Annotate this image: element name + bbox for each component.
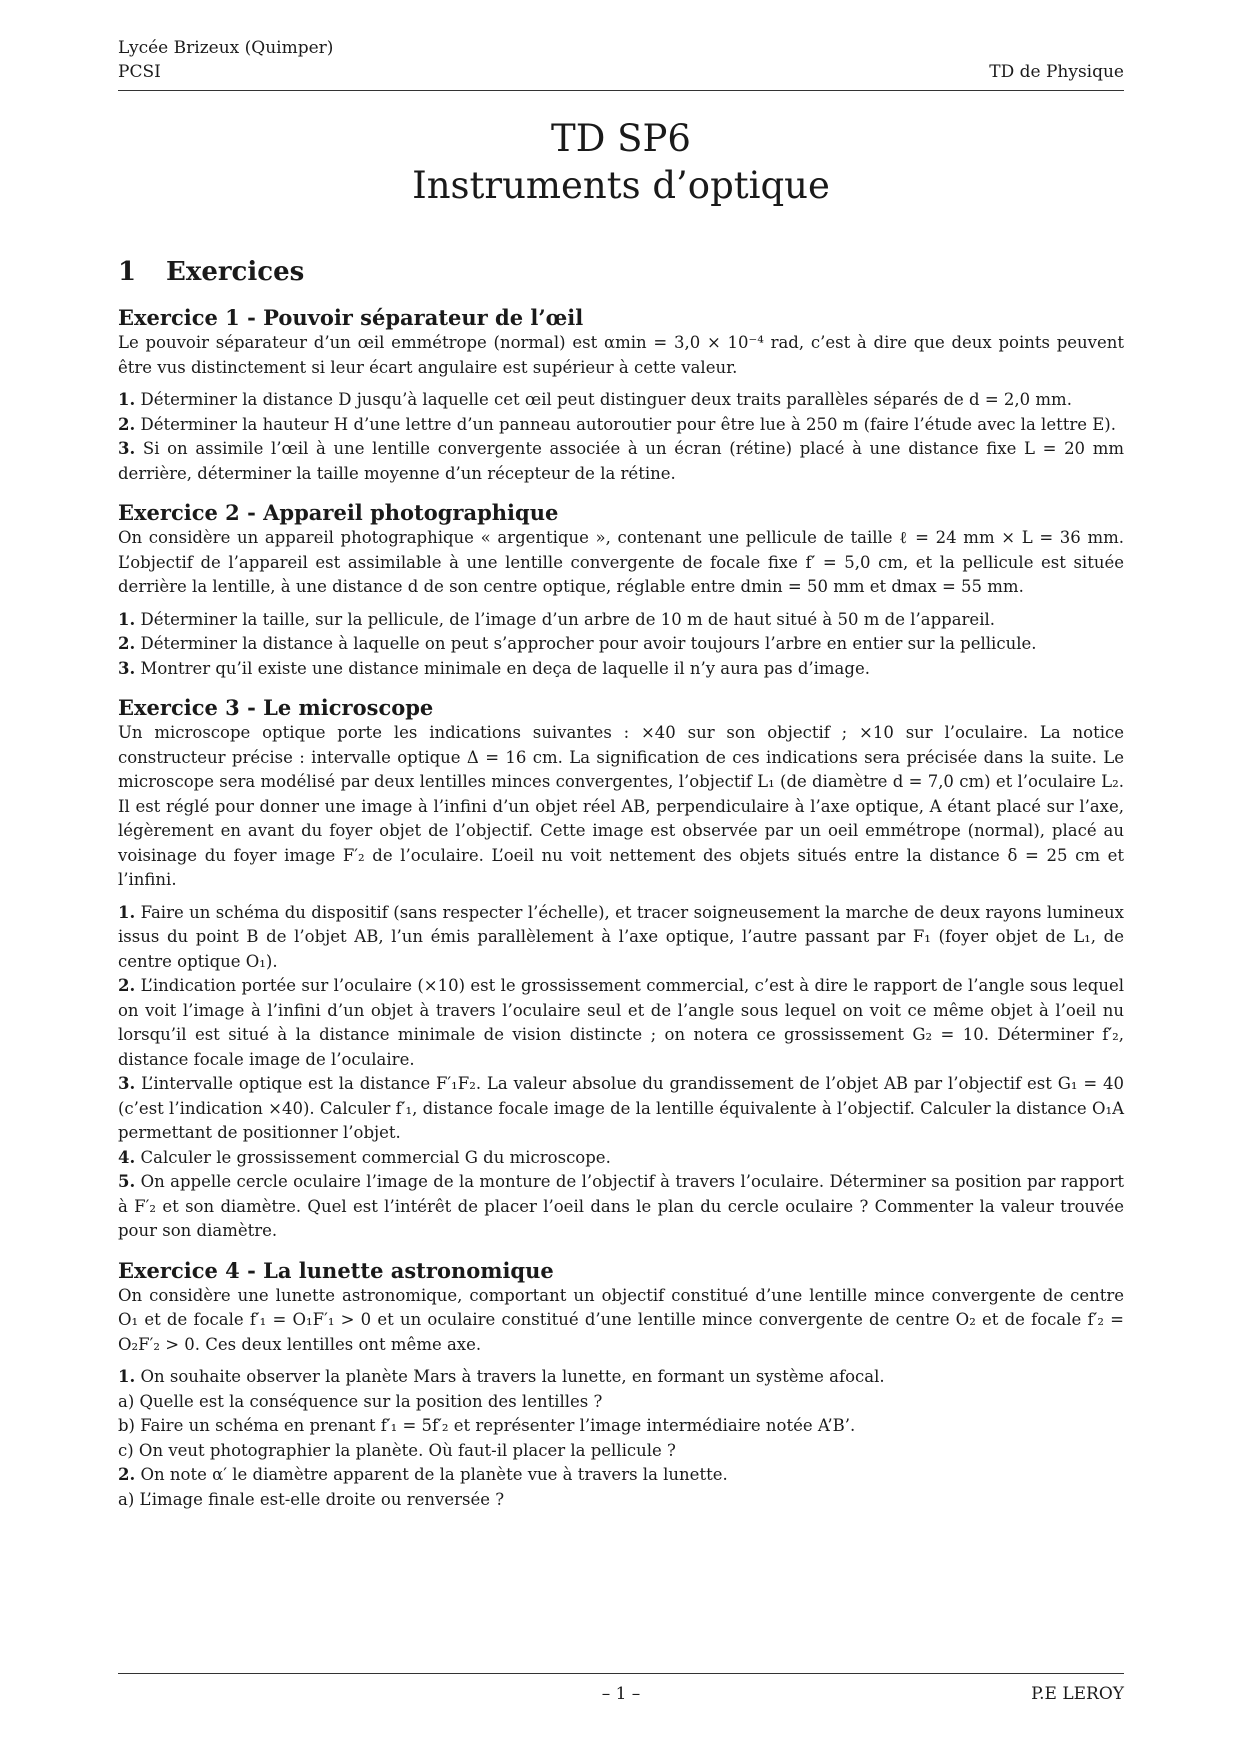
class-name: PCSI — [118, 62, 161, 82]
question-text: L’indication portée sur l’oculaire (×10) est le grossissement commercial, c’est à dire le rapport de l’angle sous lequel on voit l’image à l’infini d’un objet à travers l’oculaire seul et de l’angle sous lequel on voit ce même objet à l’oeil nu lorsqu’il est situé à la distance minimale de vision distincte ; on notera ce grossissement G₂ = 10. Déterminer f′₂, distance focale image de l’oculaire. — [118, 976, 1124, 1069]
exercise-intro: Le pouvoir séparateur d’un œil emmétrope (normal) est αmin = 3,0 × 10⁻⁴ rad, c’est à dire que deux points peuvent être vus distinctement si leur écart angulaire est supérieur à cette valeur. — [118, 333, 1124, 377]
header-divider — [118, 90, 1124, 91]
exercise-title: Exercice 3 - Le microscope — [118, 695, 434, 720]
section-heading — [118, 257, 1124, 287]
exercise-title: Exercice 2 - Appareil photographique — [118, 500, 559, 525]
question-number: 1. — [118, 390, 136, 409]
page — [118, 36, 1124, 1512]
question-text: L’intervalle optique est la distance F′₁F₂. La valeur absolue du grandissement de l’objet AB par l’objectif est G₁ = 40 (c’est l’indication ×40). Calculer f′₁, distance focale image de la lentille équivalente à l’objectif. Calculer la distance O₁A permettant de positionner l’objet. — [118, 1074, 1125, 1142]
question-number: 2. — [118, 1465, 136, 1484]
author-name: P.E LEROY — [1031, 1684, 1124, 1704]
exercise-2 — [118, 500, 1124, 681]
exercise-1 — [118, 305, 1124, 486]
question — [118, 388, 1124, 413]
page-footer — [118, 1673, 1124, 1708]
sub-question — [118, 1390, 1124, 1415]
title-line-1: TD SP6 — [551, 117, 691, 160]
question-text: Si on assimile l’œil à une lentille convergente associée à un écran (rétine) placé à une distance fixe L = 20 mm derrière, déterminer la taille moyenne d’un récepteur de la rétine. — [118, 439, 1124, 483]
sub-question — [118, 1439, 1124, 1464]
section-title: Exercices — [166, 257, 305, 287]
exercise-4 — [118, 1258, 1124, 1513]
question-text: On souhaite observer la planète Mars à travers la lunette, en formant un système afocal. — [140, 1367, 885, 1386]
question-text: Déterminer la taille, sur la pellicule, de l’image d’un arbre de 10 m de haut situé à 50 m de l’appareil. — [140, 609, 995, 629]
exercise-title: Exercice 1 - Pouvoir séparateur de l’œil — [118, 305, 584, 330]
question-text: c) On veut photographier la planète. Où faut-il placer la pellicule ? — [118, 1440, 676, 1460]
exercise-intro: On considère une lunette astronomique, comportant un objectif constitué d’une lentille mince convergente de centre O₁ et de focale f′₁ = O₁F′₁ > 0 et un oculaire constitué d’une lentille mince convergente de centre O₂ et de focale f′₂ = O₂F′₂ > 0. Ces deux lentilles ont même axe. — [118, 1285, 1124, 1354]
question — [118, 632, 1124, 657]
sub-question — [118, 1414, 1124, 1439]
question-number: 2. — [118, 976, 136, 995]
page-title — [118, 115, 1124, 209]
question-text: Déterminer la hauteur H d’une lettre d’un panneau autoroutier pour être lue à 250 m (faire l’étude avec la lettre E). — [140, 414, 1116, 434]
exercise-intro: Un microscope optique porte les indications suivantes : ×40 sur son objectif ; ×10 sur l’oculaire. La notice constructeur précise : intervalle optique Δ = 16 cm. La signification de ces indications sera précisée dans la suite. Le microscope sera modélisé par deux lentilles minces convergentes, l’objectif L₁ (de diamètre d = 7,0 cm) et l’oculaire L₂. Il est réglé pour donner une image à l’infini d’un objet réel AB, perpendiculaire à l’axe optique, A étant placé sur l’axe, légèrement en avant du foyer objet de l’objectif. Cette image est observée par un oeil emmétrope (normal), placé au voisinage du foyer image F′₂ de l’oculaire. L’oeil nu voit nettement des objets situés entre la distance δ = 25 cm et l’infini. — [118, 723, 1124, 889]
title-line-2: Instruments d’optique — [412, 164, 830, 207]
question-text: On note α′ le diamètre apparent de la planète vue à travers la lunette. — [140, 1465, 728, 1484]
question — [118, 437, 1124, 486]
question-number: 5. — [118, 1172, 136, 1191]
question — [118, 1146, 1124, 1171]
question — [118, 1463, 1124, 1488]
question-number: 1. — [118, 1367, 136, 1386]
question — [118, 974, 1124, 1072]
school-name: Lycée Brizeux (Quimper) — [118, 38, 334, 58]
question — [118, 608, 1124, 633]
sub-question — [118, 1488, 1124, 1513]
question-number: 4. — [118, 1147, 136, 1167]
question-text: Faire un schéma du dispositif (sans respecter l’échelle), et tracer soigneusement la marche de deux rayons lumineux issus du point B de l’objet AB, l’un émis parallèlement à l’axe optique, l’autre passant par F₁ (foyer objet de L₁, de centre optique O₁). — [118, 902, 1124, 971]
question-text: On appelle cercle oculaire l’image de la monture de l’objectif à travers l’oculaire. Déterminer sa position par rapport à F′₂ et son diamètre. Quel est l’intérêt de placer l’oeil dans le plan du cercle oculaire ? Commenter la valeur trouvée pour son diamètre. — [118, 1172, 1125, 1240]
section-number: 1 — [118, 257, 137, 287]
question — [118, 657, 1124, 682]
question — [118, 901, 1124, 975]
question-text: a) Quelle est la conséquence sur la position des lentilles ? — [118, 1391, 603, 1411]
question-text: Déterminer la distance à laquelle on peut s’approcher pour avoir toujours l’arbre en entier sur la pellicule. — [140, 634, 1037, 653]
page-number: – 1 – — [601, 1684, 641, 1704]
question — [118, 1170, 1124, 1244]
subject-name: TD de Physique — [989, 62, 1124, 82]
question-number: 3. — [118, 439, 136, 458]
exercise-title: Exercice 4 - La lunette astronomique — [118, 1257, 554, 1283]
question-text: Calculer le grossissement commercial G du microscope. — [140, 1147, 611, 1167]
question-number: 3. — [118, 658, 136, 678]
question-text: a) L’image finale est-elle droite ou renversée ? — [118, 1489, 505, 1509]
question-number: 1. — [118, 609, 136, 629]
question-text: b) Faire un schéma en prenant f′₁ = 5f′₂ et représenter l’image intermédiaire notée A’B’. — [118, 1416, 856, 1435]
question-number: 2. — [118, 634, 136, 653]
question-number: 2. — [118, 414, 136, 434]
question-number: 1. — [118, 902, 136, 922]
exercise-3 — [118, 695, 1124, 1244]
question — [118, 1072, 1124, 1146]
question-number: 3. — [118, 1074, 136, 1093]
page-header — [118, 36, 1124, 90]
question — [118, 1365, 1124, 1390]
question-text: Montrer qu’il existe une distance minimale en deça de laquelle il n’y aura pas d’image. — [140, 658, 870, 678]
question-text: Déterminer la distance D jusqu’à laquelle cet œil peut distinguer deux traits parallèles séparés de d = 2,0 mm. — [140, 390, 1072, 409]
exercise-intro: On considère un appareil photographique « argentique », contenant une pellicule de taille ℓ = 24 mm × L = 36 mm. L’objectif de l’appareil est assimilable à une lentille convergente de focale fixe f′ = 5,0 cm, et la pellicule est située derrière la lentille, à une distance d de son centre optique, réglable entre dmin = 50 mm et dmax = 55 mm. — [118, 528, 1124, 596]
question — [118, 413, 1124, 438]
